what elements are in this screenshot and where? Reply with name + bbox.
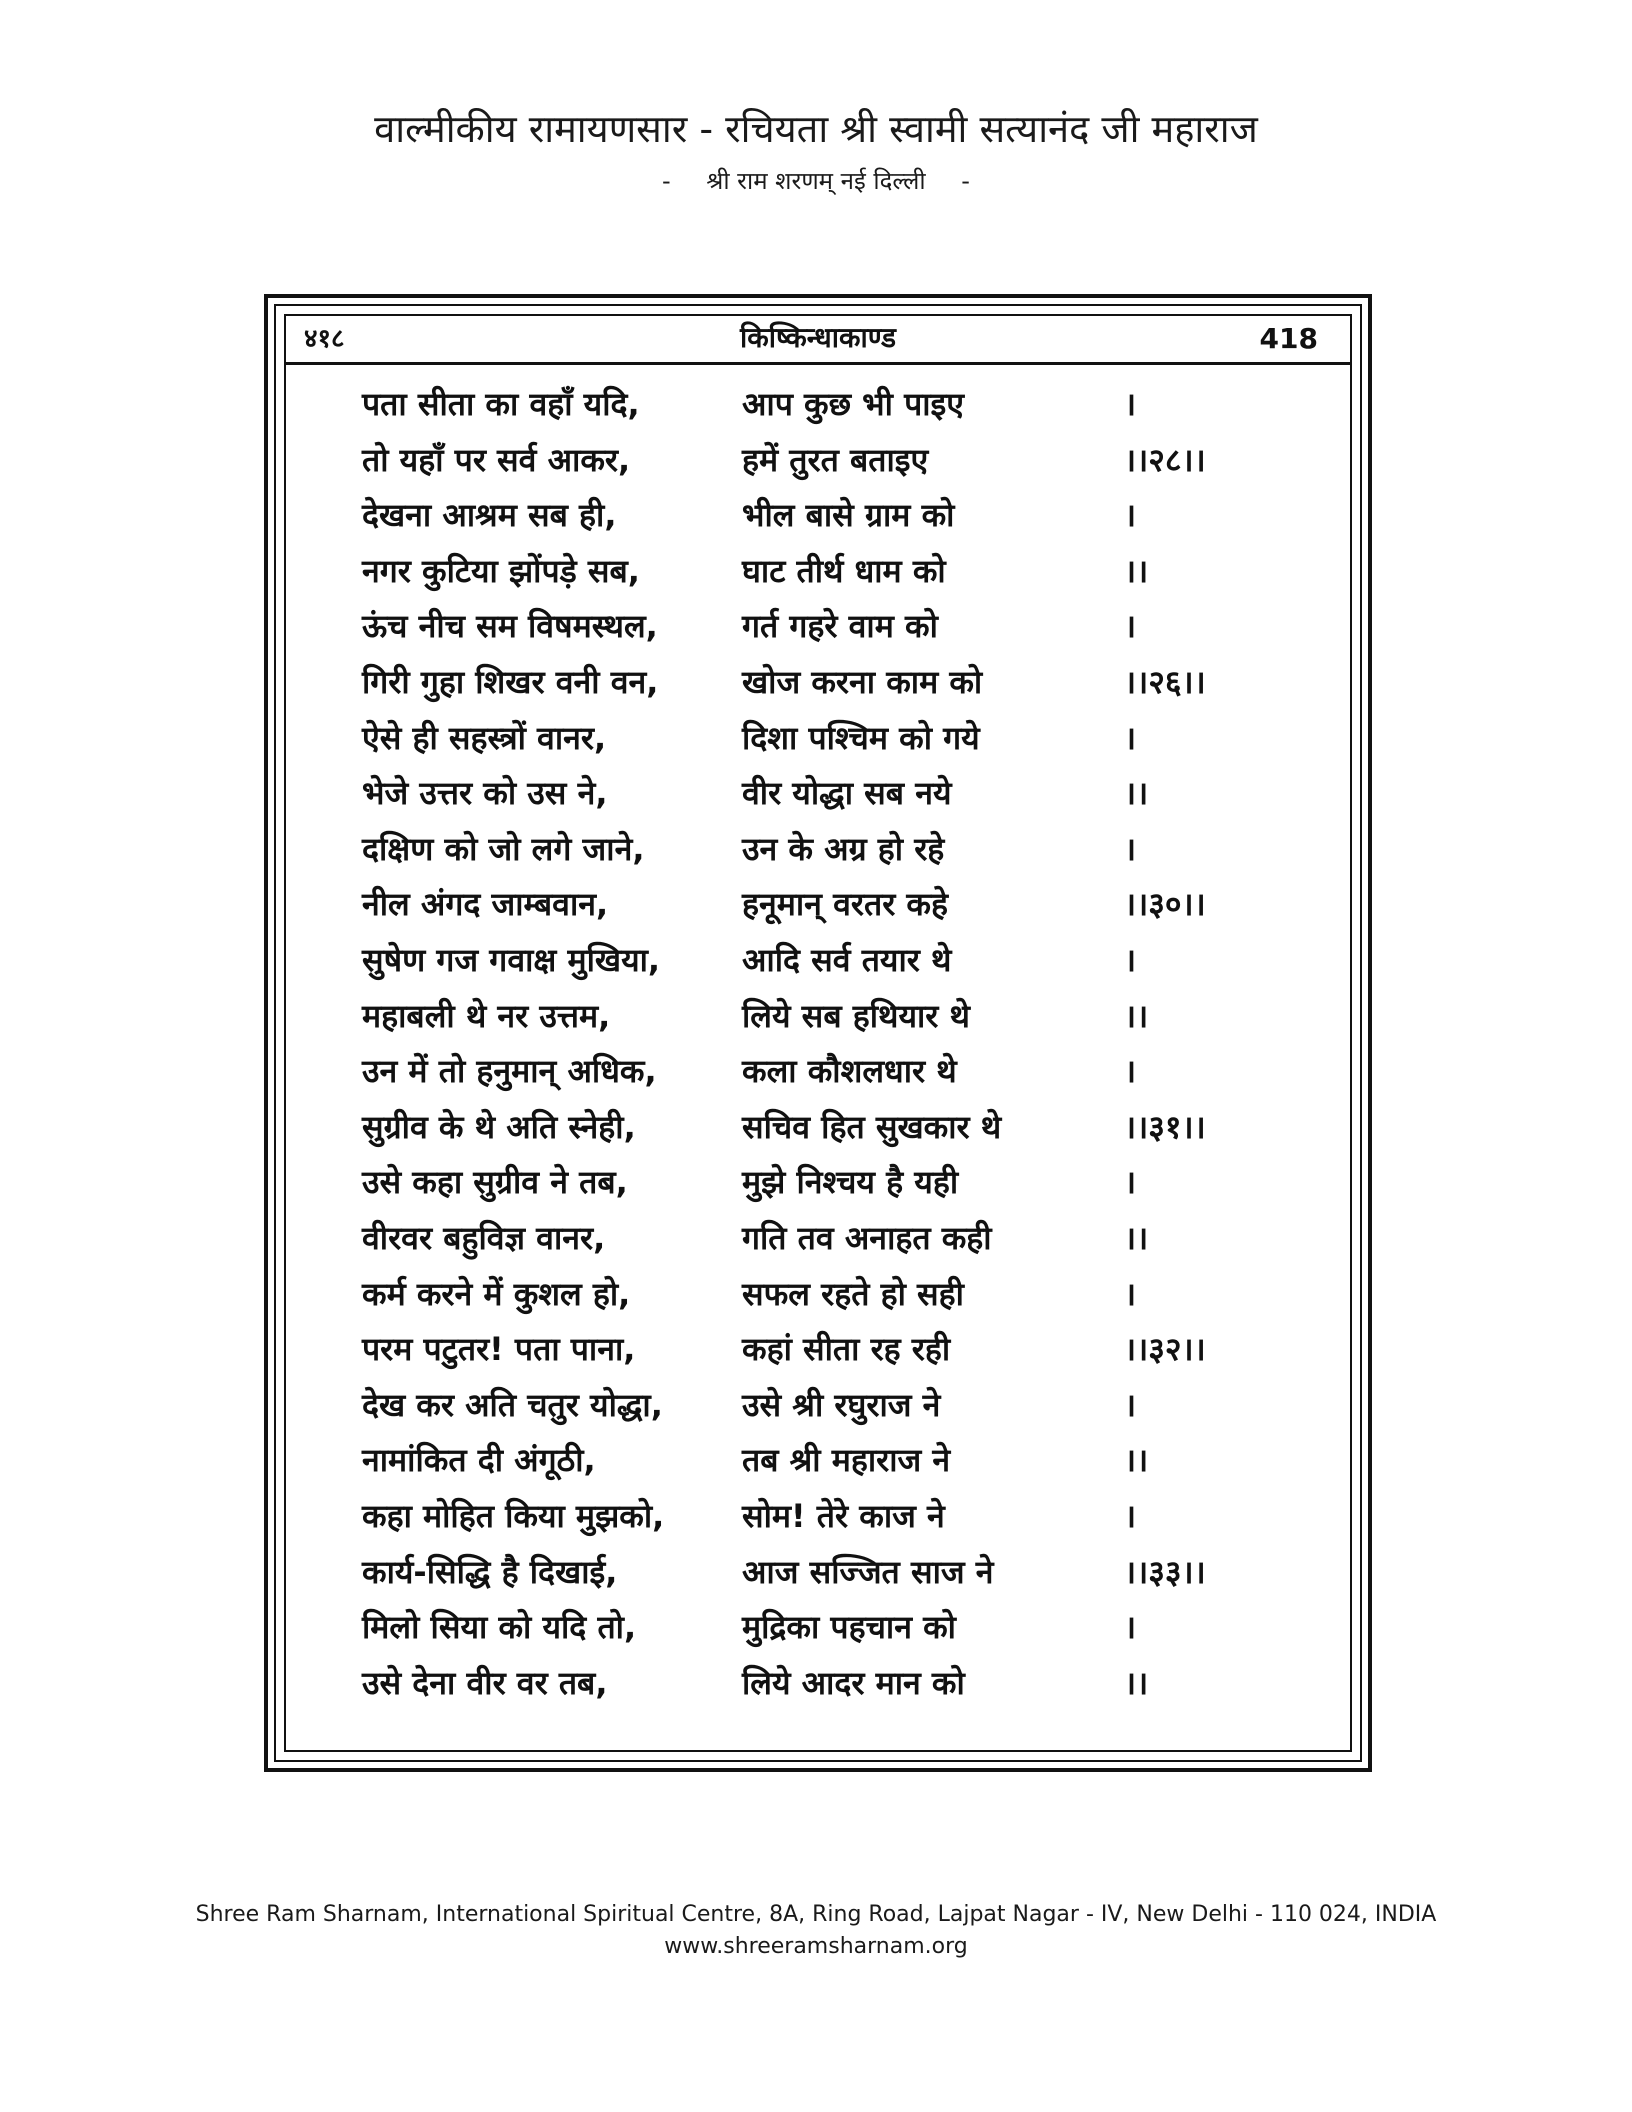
verse-second-half: भील बासे ग्राम को [742,496,955,535]
verse-marker: ।। [1124,996,1149,1035]
verse-second-half: आज सज्जित साज ने [742,1552,994,1591]
page-number-devanagari: ४१८ [304,324,345,354]
verse-line [362,432,1282,488]
verse-second-half: आप कुछ भी पाइए [742,385,964,423]
verse-second-half: सफल रहते हो सही [742,1274,964,1313]
verse-line [362,1321,1282,1377]
verse-marker: ।। [1124,774,1149,813]
verse-second-half: कला कौशलधार थे [742,1052,957,1091]
verse-marker: । [1124,829,1137,868]
verse-marker: । [1124,1163,1137,1202]
subtitle-dash-right: - [961,167,970,195]
verse-line [362,1210,1282,1266]
verse-line [362,1099,1282,1155]
book-title: वाल्मीकीय रामायणसार - रचियता श्री स्वामी सत्यानंद जी महाराज [374,107,1258,151]
verse-marker: ।।२८।। [1124,440,1206,479]
verse-first-half: ऐसे ही सहस्त्रों वानर, [362,718,607,757]
verse-first-half: कहा मोहित किया मुझको, [362,1497,665,1535]
verse-marker: । [1124,607,1137,646]
verse-first-half: भेजे उत्तर को उस ने, [362,774,608,813]
verse-second-half: उन के अग्र हो रहे [742,829,945,868]
verse-second-half: गति तव अनाहत कही [742,1219,992,1257]
verse-first-half: उसे देना वीर वर तब, [362,1663,608,1702]
verse-line [362,1655,1282,1711]
verse-marker: ।।३०।। [1124,885,1206,924]
verse-second-half: तब श्री महाराज ने [742,1441,951,1480]
subtitle-dash-left: - [662,167,671,195]
verse-first-half: ऊंच नीच सम विषमस्थल, [362,607,658,646]
verse-second-half: वीर योद्धा सब नये [742,774,952,813]
verse-first-half: उसे कहा सुग्रीव ने तब, [362,1163,628,1202]
verse-line [362,1488,1282,1544]
verse-marker: । [1124,496,1137,535]
verse-first-half: देख कर अति चतुर योद्धा, [362,1385,663,1424]
verse-line [362,876,1282,932]
verse-first-half: मिलो सिया को यदि तो, [362,1608,637,1647]
verse-line [362,654,1282,710]
verse-line [362,1266,1282,1322]
verse-first-half: गिरी गुहा शिखर वनी वन, [362,663,659,701]
verse-first-half: कार्य-सिद्धि है दिखाई, [362,1552,618,1591]
verse-marker: । [1124,1608,1137,1647]
verse-line [362,1043,1282,1099]
verse-marker: । [1124,385,1137,423]
verse-line [362,1432,1282,1488]
subtitle-text: श्री राम शरणम् नई दिल्ली [706,167,926,195]
verse-marker: ।।३१।। [1124,1107,1206,1146]
verse-first-half: नामांकित दी अंगूठी, [362,1441,596,1480]
verse-second-half: कहां सीता रह रही [742,1330,951,1369]
verse-second-half: सोम! तेरे काज ने [742,1497,945,1535]
verse-marker: । [1124,1497,1137,1535]
verse-marker: । [1124,1385,1137,1424]
verse-line [362,376,1282,432]
verse-marker: ।।३२।। [1124,1330,1206,1369]
footer-website: www.shreeramsharnam.org [664,1934,968,1959]
verse-first-half: परम पटुतर! पता पाना, [362,1330,636,1369]
verse-second-half: मुझे निश्चय है यही [742,1163,959,1202]
verse-first-half: कर्म करने में कुशल हो, [362,1274,631,1313]
verse-marker: । [1124,718,1137,757]
verse-line [362,710,1282,766]
verse-line [362,1544,1282,1600]
verse-first-half: देखना आश्रम सब ही, [362,496,617,535]
verse-marker: । [1124,1052,1137,1091]
verse-line [362,1599,1282,1655]
verse-first-half: वीरवर बहुविज्ञ वानर, [362,1219,606,1257]
verse-line [362,1377,1282,1433]
verse-second-half: घाट तीर्थ धाम को [742,551,946,590]
book-subtitle [0,164,1632,198]
verse-marker: ।।३३।। [1124,1552,1206,1591]
verse-second-half: गर्त गहरे वाम को [742,607,938,646]
verse-second-half: सचिव हित सुखकार थे [742,1107,1002,1146]
verse-marker: ।। [1124,1441,1149,1480]
verse-first-half: उन में तो हनुमान् अधिक, [362,1052,657,1091]
verse-second-half: लिये आदर मान को [742,1663,965,1702]
verse-line [362,988,1282,1044]
verse-second-half: खोज करना काम को [742,663,983,701]
verse-marker: ।। [1124,1663,1149,1702]
verse-first-half: सुषेण गज गवाक्ष मुखिया, [362,941,661,979]
verse-first-half: महाबली थे नर उत्तम, [362,996,611,1035]
verse-second-half: हनूमान् वरतर कहे [742,885,948,924]
verse-marker: । [1124,1274,1137,1313]
verse-line [362,487,1282,543]
verse-marker: ।।२६।। [1124,663,1206,701]
verse-line [362,932,1282,988]
verse-first-half: दक्षिण को जो लगे जाने, [362,829,645,868]
verse-second-half: लिये सब हथियार थे [742,996,970,1035]
verse-first-half: पता सीता का वहाँ यदि, [362,385,640,423]
verse-line [362,765,1282,821]
verse-second-half: उसे श्री रघुराज ने [742,1385,941,1424]
verse-line [362,1154,1282,1210]
verse-line [362,543,1282,599]
verse-second-half: हमें तुरत बताइए [742,440,929,479]
verse-second-half: दिशा पश्चिम को गये [742,718,980,757]
section-title: किष्किन्धाकाण्ड [739,321,897,354]
verse-marker: ।। [1124,1219,1149,1257]
footer-address: Shree Ram Sharnam, International Spiritual Centre, 8A, Ring Road, Lajpat Nagar - IV, New Delhi - 110 024, INDIA [195,1902,1437,1927]
verse-marker: । [1124,941,1137,979]
verse-marker: ।। [1124,551,1149,590]
verse-first-half: नगर कुटिया झोंपड़े सब, [362,551,640,590]
verse-line [362,821,1282,877]
verse-line [362,598,1282,654]
verse-first-half: नील अंगद जाम्बवान, [362,885,609,924]
verse-first-half: सुग्रीव के थे अति स्नेही, [362,1107,636,1146]
verse-second-half: आदि सर्व तयार थे [742,941,952,979]
header-divider [284,362,1352,365]
page-number: 418 [1259,322,1318,355]
verse-first-half: तो यहाँ पर सर्व आकर, [362,440,631,479]
verse-second-half: मुद्रिका पहचान को [742,1608,956,1647]
